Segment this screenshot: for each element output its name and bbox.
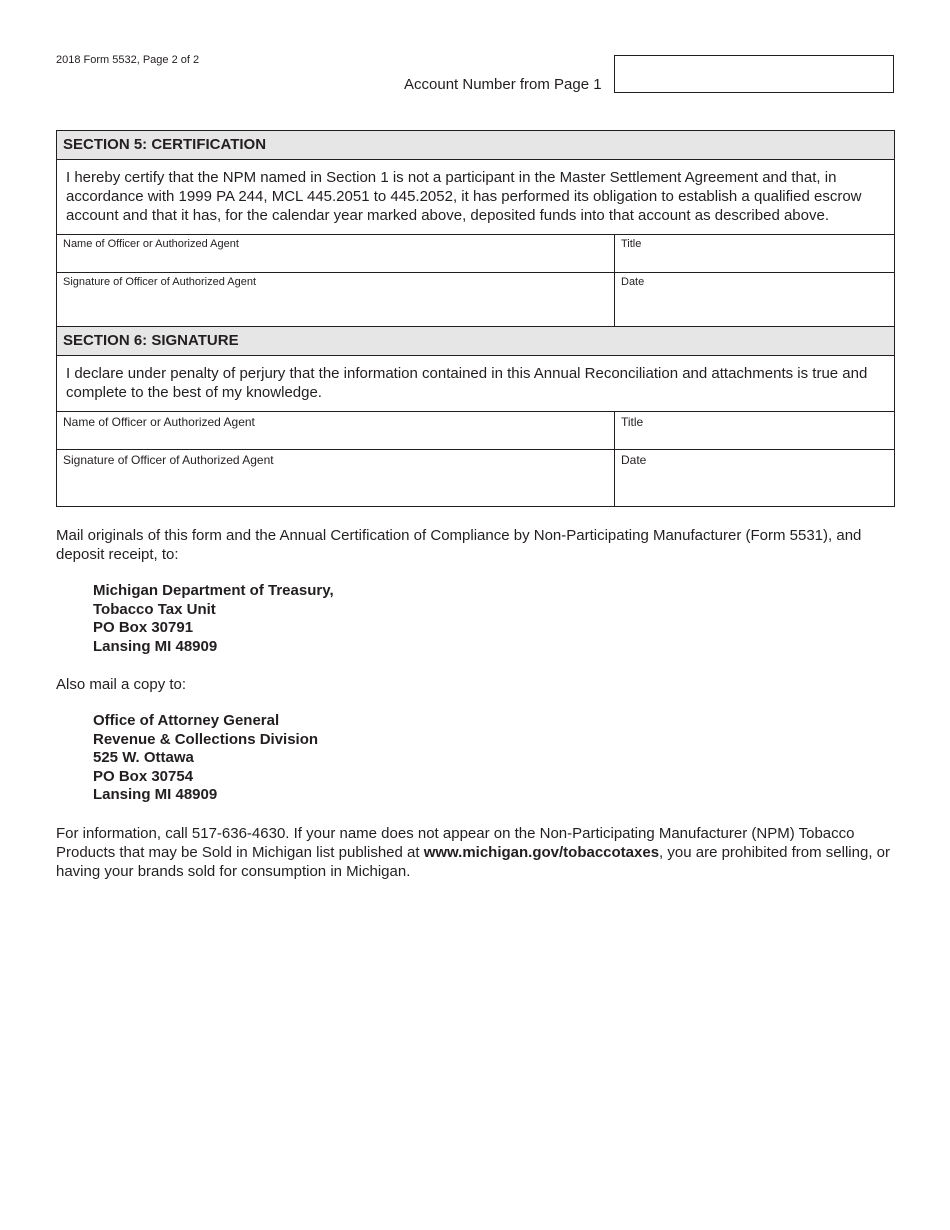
section-6-date-label: Date	[621, 453, 647, 467]
section-5-certification	[56, 130, 895, 330]
section-5-name-field[interactable]	[57, 235, 615, 272]
address-line: 525 W. Ottawa	[93, 749, 194, 767]
section-5-title-label: Title	[621, 238, 642, 250]
section-6-title-label: Title	[621, 415, 644, 429]
section-6-signature	[56, 326, 895, 507]
section-5-date-label: Date	[621, 276, 645, 288]
attorney-general-address	[93, 712, 318, 805]
info-text: For information, call 517-636-4630. If your name does not appear on the Non-Participating Manufacturer (NPM) Tobacco Products that may be Sold in Michigan list published at	[56, 825, 855, 861]
section-6-title-field[interactable]	[615, 412, 894, 449]
address-line: Lansing MI 48909	[93, 637, 218, 655]
address-line: Revenue & Collections Division	[93, 730, 319, 748]
address-line: Tobacco Tax Unit	[93, 600, 216, 618]
copy-instructions: Also mail a copy to:	[56, 676, 187, 693]
address-line: PO Box 30754	[93, 767, 194, 785]
section-6-title: SECTION 6: SIGNATURE	[57, 327, 894, 356]
section-6-signature-field[interactable]	[57, 450, 615, 506]
info-text-end: , you are prohibited from selling, or having your brands sold for consumption in Michigan.	[56, 844, 890, 880]
section-5-title: SECTION 5: CERTIFICATION	[57, 131, 894, 160]
address-line: Lansing MI 48909	[93, 786, 218, 804]
account-number-field[interactable]	[614, 55, 894, 93]
section-5-date-field[interactable]	[615, 273, 894, 329]
section-5-signature-label: Signature of Officer of Authorized Agent	[63, 276, 257, 288]
info-paragraph	[56, 824, 896, 881]
section-6-text: I declare under penalty of perjury that the information contained in this Annual Reconciliation and attachments is true and complete to the best of my knowledge.	[66, 365, 868, 401]
address-line: Michigan Department of Treasury,	[93, 582, 334, 599]
section-6-signature-label: Signature of Officer of Authorized Agent	[63, 453, 274, 467]
section-6-date-field[interactable]	[615, 450, 894, 506]
form-id: 2018 Form 5532, Page 2 of 2	[56, 54, 200, 66]
address-line: Office of Attorney General	[93, 712, 280, 729]
section-5-title-field[interactable]	[615, 235, 894, 272]
tobacco-taxes-link[interactable]: www.michigan.gov/tobaccotaxes	[423, 844, 660, 861]
address-line: PO Box 30791	[93, 619, 194, 637]
treasury-address	[93, 582, 334, 656]
section-5-name-label: Name of Officer or Authorized Agent	[63, 238, 239, 250]
section-6-name-field[interactable]	[57, 412, 615, 449]
section-5-text: I hereby certify that the NPM named in Section 1 is not a participant in the Master Settlement Agreement and that, in accordance with 1999 PA 244, MCL 445.2051 to 445.2052, it has performed its obligation to establish a qualified escrow account and that it has, for the calendar year marked above, deposited funds into that account as described above.	[66, 169, 862, 224]
section-5-signature-field[interactable]	[57, 273, 615, 329]
section-6-name-label: Name of Officer or Authorized Agent	[63, 415, 255, 429]
account-number-label: Account Number from Page 1	[404, 76, 602, 93]
mail-instructions: Mail originals of this form and the Annual Certification of Compliance by Non-Participating Manufacturer (Form 5531), and deposit receipt, to:	[56, 527, 862, 563]
